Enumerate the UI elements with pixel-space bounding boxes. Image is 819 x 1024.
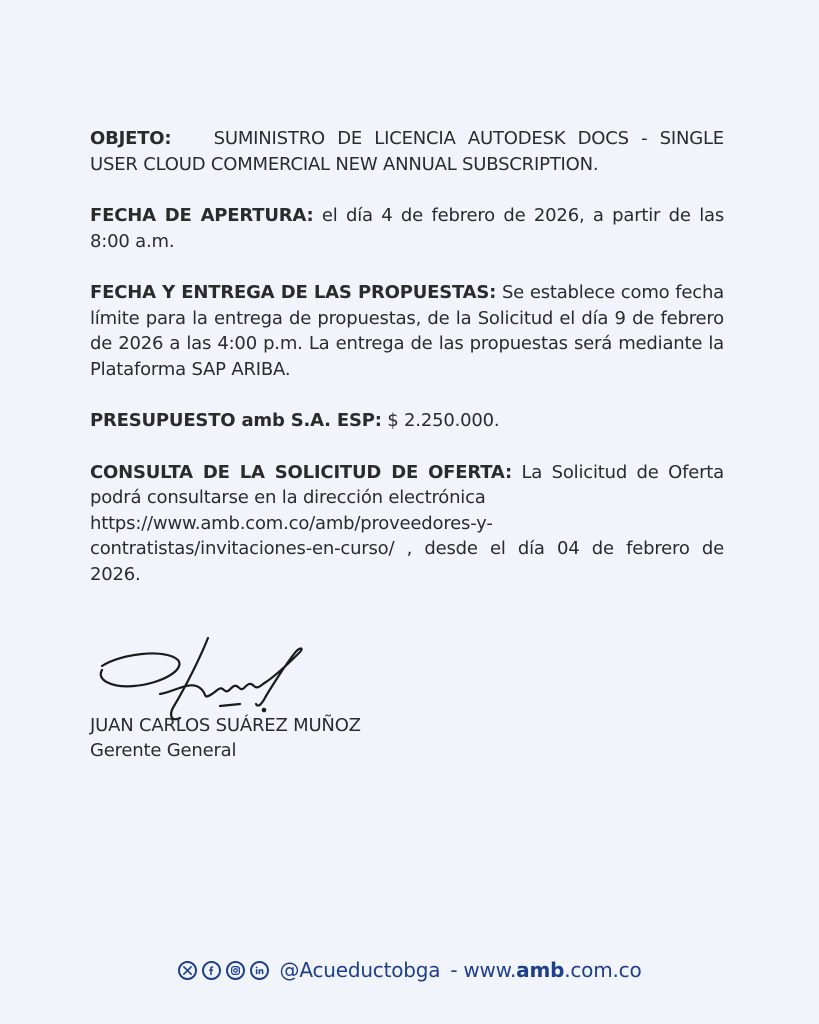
entrega-label: FECHA Y ENTREGA DE LAS PROPUESTAS: (90, 282, 497, 303)
section-apertura (90, 203, 724, 254)
website-suffix: .com.co (564, 958, 642, 982)
consulta-text: La Solicitud de Oferta podrá consultarse en la dirección electrónica (90, 461, 724, 508)
entrega-text: Se establece como fecha límite para la entrega de propuestas, de la Solicitud el día 9 de febrero de 2026 a las 4:00 p.m. La entrega de las propuestas será mediante la Plataforma SAP ARIBA. (90, 282, 724, 380)
consulta-url-part2[interactable]: contratistas/invitaciones-en-curso/ (90, 538, 395, 559)
section-presupuesto (90, 408, 724, 434)
footer-contact (0, 954, 819, 986)
x-icon[interactable] (178, 961, 197, 980)
instagram-icon[interactable] (226, 961, 245, 980)
presupuesto-value: $ 2.250.000. (387, 410, 500, 431)
apertura-label: FECHA DE APERTURA: (90, 205, 314, 226)
linkedin-icon[interactable] (250, 961, 269, 980)
apertura-text: el día 4 de febrero de 2026, a partir de las 8:00 a.m. (90, 205, 725, 252)
consulta-text-after: , desde el día 04 de febrero de 2026. (90, 538, 724, 585)
objeto-label: OBJETO: (90, 128, 172, 149)
handwritten-signature (90, 634, 310, 724)
footer-separator: - (450, 958, 458, 982)
document-body (90, 126, 724, 613)
objeto-text: SUMINISTRO DE LICENCIA AUTODESK DOCS - SINGLE USER CLOUD COMMERCIAL NEW ANNUAL SUBSCRIPTION. (90, 128, 724, 175)
section-consulta (90, 460, 724, 588)
signer-title: Gerente General (90, 740, 237, 761)
website-domain-bold: amb (516, 958, 565, 982)
website-link[interactable] (463, 958, 641, 982)
consulta-label: CONSULTA DE LA SOLICITUD DE OFERTA: (90, 461, 512, 483)
facebook-icon[interactable] (202, 961, 221, 980)
signer-name: JUAN CARLOS SUÁREZ MUÑOZ (90, 715, 361, 736)
signature-block (90, 634, 510, 774)
section-entrega (90, 280, 724, 382)
website-prefix: www. (463, 958, 517, 982)
social-handle[interactable]: @Acueductobga (279, 958, 441, 982)
social-icons (178, 961, 274, 980)
consulta-url-part1[interactable]: https://www.amb.com.co/amb/proveedores-y- (90, 512, 493, 534)
presupuesto-label: PRESUPUESTO amb S.A. ESP: (90, 410, 382, 431)
section-objeto (90, 126, 724, 177)
